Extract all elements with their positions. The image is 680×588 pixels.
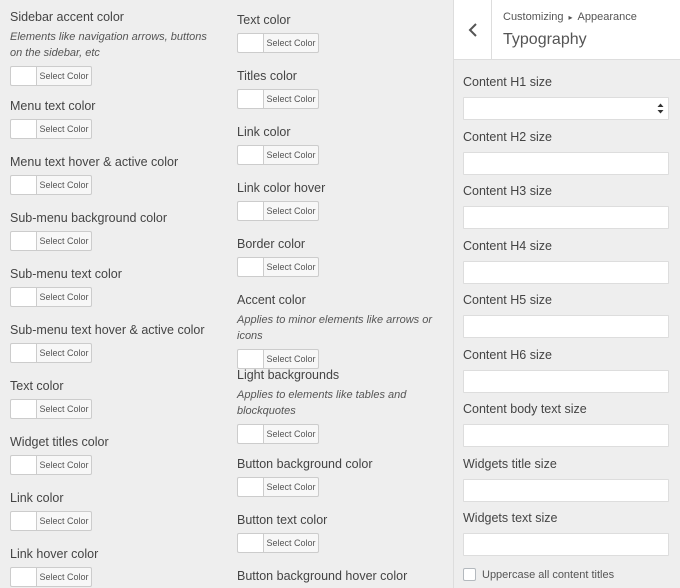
breadcrumb-child: Appearance [577,11,637,23]
select-color-label: Select Color [266,429,316,439]
color-swatch [11,232,37,250]
field-content-h1-size [463,75,669,120]
field-title: Button background color [237,457,373,471]
select-color-label: Select Color [266,354,316,364]
field-widgets-title-size [463,457,669,502]
field-content-body-text-size [463,402,669,447]
chevron-left-icon [468,23,478,37]
select-color-label: Select Color [39,124,89,134]
field-description: Elements like navigation arrows, buttons on the sidebar, etc [10,31,207,59]
select-color-button[interactable] [237,349,319,369]
select-color-button[interactable] [10,66,92,86]
select-color-label: Select Color [266,538,316,548]
field-light-backgrounds [237,368,452,444]
field-content-h5-size [463,293,669,338]
color-swatch [11,120,37,138]
field-content-h4-size [463,239,669,284]
color-swatch [238,146,264,164]
field-title: Titles color [237,69,297,83]
field-widgets-text-size [463,511,669,556]
field-title: Link color hover [237,181,326,195]
field-description: Applies to minor elements like arrows or icons [237,314,433,342]
select-color-button[interactable] [237,89,319,109]
select-color-button[interactable] [237,257,319,277]
field-link-color [237,125,452,165]
field-label: Content H2 size [463,130,552,144]
field-title: Light backgrounds [237,368,340,382]
content-h6-size-input[interactable] [463,370,669,393]
select-color-label: Select Color [266,38,316,48]
field-menu-text-hover-color [10,155,220,195]
select-color-button[interactable] [10,455,92,475]
field-button-background-hover-color [237,569,452,584]
select-color-button[interactable] [237,145,319,165]
field-label: Content H4 size [463,239,552,253]
select-color-button[interactable] [237,33,319,53]
color-swatch [238,258,264,276]
field-label: Content body text size [463,402,587,416]
select-color-button[interactable] [10,231,92,251]
color-swatch [238,534,264,552]
content-h2-size-input[interactable] [463,152,669,175]
field-link-hover-color [10,547,220,587]
field-title: Link color [10,491,64,505]
select-color-button[interactable] [10,567,92,587]
select-color-button[interactable] [10,175,92,195]
field-title: Menu text color [10,99,96,113]
uppercase-titles-checkbox[interactable] [463,568,476,581]
field-title: Menu text hover & active color [10,155,179,169]
field-label: Widgets text size [463,511,558,525]
field-title: Button background hover color [237,569,408,583]
select-color-button[interactable] [10,287,92,307]
field-button-text-color [237,513,452,553]
breadcrumb-arrow-icon: ▸ [568,13,573,22]
color-swatch [238,350,264,368]
select-color-label: Select Color [39,180,89,190]
content-h1-size-input[interactable] [463,97,669,120]
color-swatch [11,176,37,194]
select-color-button[interactable] [237,533,319,553]
select-color-label: Select Color [266,262,316,272]
field-title: Sub-menu background color [10,211,168,225]
field-title: Link hover color [10,547,99,561]
field-submenu-text-color [10,267,220,307]
field-title: Button text color [237,513,328,527]
field-accent-color [237,293,452,369]
select-color-button[interactable] [10,511,92,531]
field-link-color-hover [237,181,452,221]
content-h5-size-input[interactable] [463,315,669,338]
select-color-button[interactable] [237,477,319,497]
field-button-background-color [237,457,452,497]
field-label: Content H5 size [463,293,552,307]
field-content-h2-size [463,130,669,175]
select-color-label: Select Color [39,572,89,582]
field-title: Text color [237,13,291,27]
field-label: Content H3 size [463,184,552,198]
field-sidebar-accent-color [10,10,220,86]
select-color-button[interactable] [10,343,92,363]
field-title: Sub-menu text hover & active color [10,323,205,337]
field-title: Sub-menu text color [10,267,122,281]
field-text-color [10,379,220,419]
back-button[interactable] [454,0,492,59]
select-color-label: Select Color [39,236,89,246]
color-swatch [238,478,264,496]
field-content-h6-size [463,348,669,393]
field-title: Accent color [237,293,306,307]
color-swatch [11,288,37,306]
field-label: Widgets title size [463,457,557,471]
select-color-button[interactable] [10,119,92,139]
field-title: Text color [10,379,64,393]
select-color-button[interactable] [10,399,92,419]
color-swatch [238,90,264,108]
section-title: Typography [503,31,587,48]
content-h4-size-input[interactable] [463,261,669,284]
select-color-label: Select Color [266,94,316,104]
field-content-h3-size [463,184,669,229]
field-link-color [10,491,220,531]
field-titles-color [237,69,452,109]
select-color-label: Select Color [266,206,316,216]
select-color-label: Select Color [39,404,89,414]
color-swatch [238,425,264,443]
breadcrumb [503,11,637,23]
panel-header [454,0,680,60]
color-swatch [11,344,37,362]
field-submenu-background-color [10,211,220,251]
select-color-label: Select Color [39,460,89,470]
color-swatch [238,202,264,220]
select-color-label: Select Color [39,516,89,526]
field-border-color [237,237,452,277]
field-title: Link color [237,125,291,139]
color-swatch [11,512,37,530]
spinner-icon[interactable] [657,102,664,115]
field-title: Border color [237,237,306,251]
select-color-button[interactable] [237,201,319,221]
widgets-text-size-input[interactable] [463,533,669,556]
field-label: Content H6 size [463,348,552,362]
select-color-label: Select Color [39,71,89,81]
breadcrumb-parent: Customizing [503,11,564,23]
field-title: Sidebar accent color [10,10,124,24]
color-swatch [11,67,37,85]
field-text-color [237,13,452,53]
color-swatch [11,456,37,474]
content-body-text-size-input[interactable] [463,424,669,447]
select-color-button[interactable] [237,424,319,444]
select-color-label: Select Color [39,292,89,302]
color-swatch [238,34,264,52]
customizer-panel [453,0,680,588]
uppercase-titles-option [463,568,614,581]
field-description: Applies to elements like tables and blockquotes [237,389,407,417]
select-color-label: Select Color [39,348,89,358]
field-submenu-text-hover-color [10,323,220,363]
color-swatch [11,568,37,586]
field-widget-titles-color [10,435,220,475]
checkbox-label: Uppercase all content titles [482,568,615,581]
content-h3-size-input[interactable] [463,206,669,229]
select-color-label: Select Color [266,482,316,492]
color-swatch [11,400,37,418]
field-label: Content H1 size [463,75,552,89]
field-title: Widget titles color [10,435,109,449]
widgets-title-size-input[interactable] [463,479,669,502]
field-menu-text-color [10,99,220,139]
select-color-label: Select Color [266,150,316,160]
